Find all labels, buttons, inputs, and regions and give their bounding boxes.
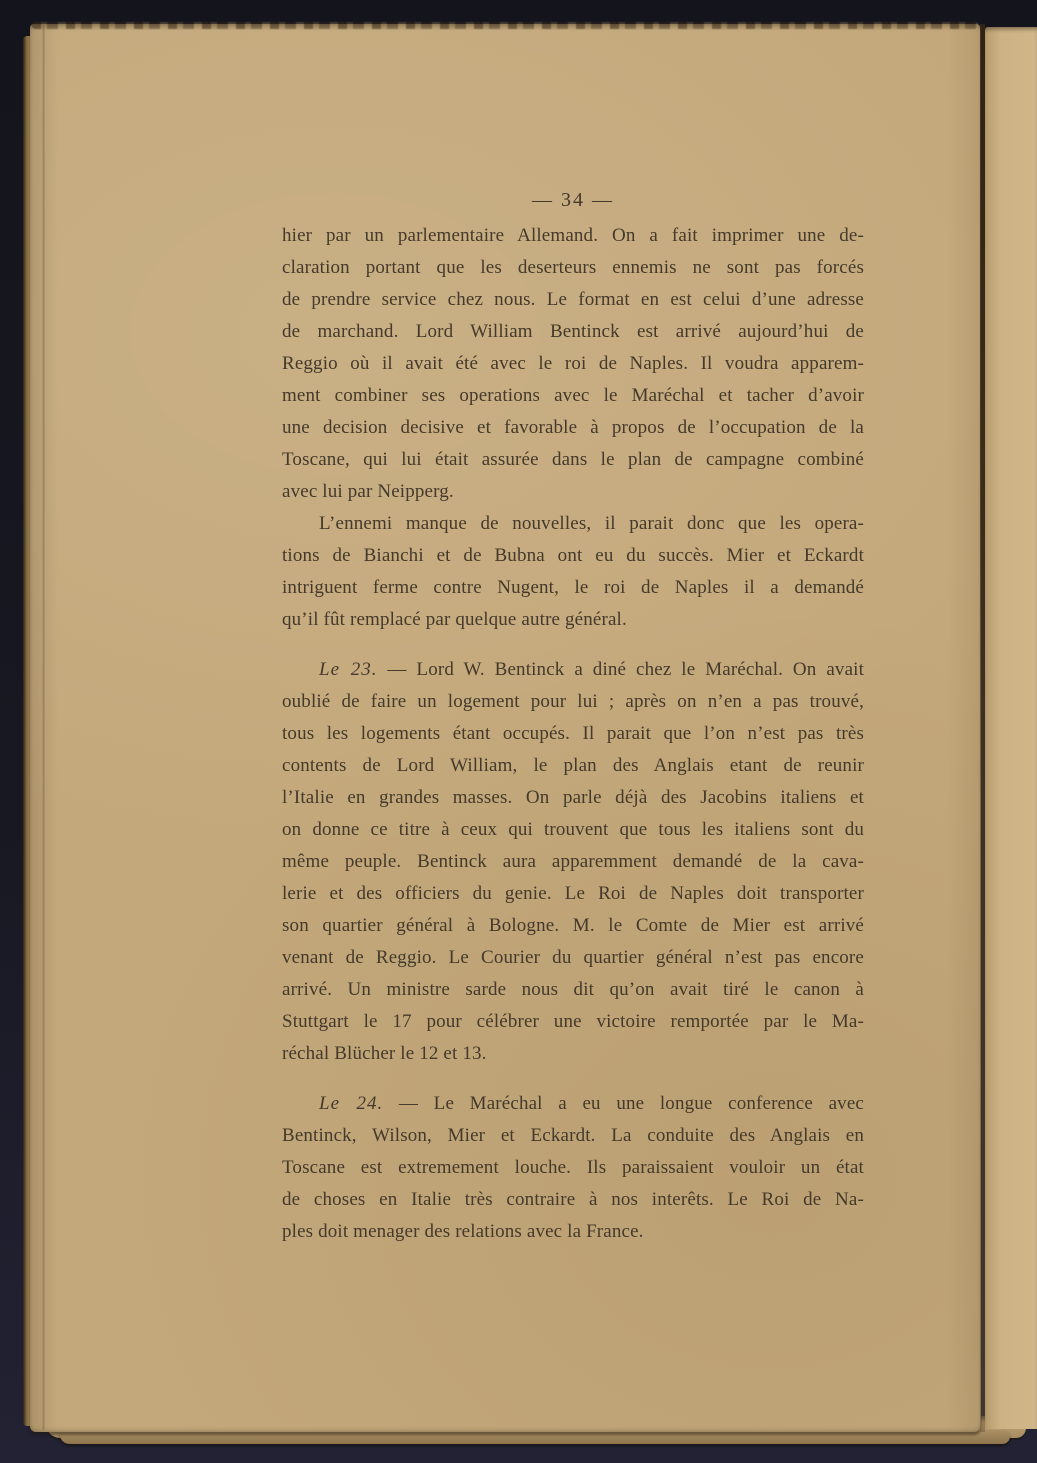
text-line: ples doit menager des relations avec la France.	[282, 1221, 644, 1242]
next-page-edge	[985, 27, 1037, 1429]
text-line: avec lui par Neipperg.	[282, 481, 454, 502]
text-line: Le 24. — Le Maréchal a eu une longue conference avec	[319, 1093, 864, 1114]
book-page	[30, 24, 981, 1432]
text-line: tous les logements étant occupés. Il parait que l’on n’est pas très	[282, 723, 864, 744]
text-line: ment combiner ses operations avec le Maréchal et tacher d’avoir	[282, 385, 864, 406]
text-line: qu’il fût remplacé par quelque autre général.	[282, 609, 627, 630]
page-text	[282, 184, 864, 1248]
text-line: une decision decisive et favorable à propos de l’occupation de la	[282, 417, 864, 438]
date-lead: Le 23.	[319, 659, 378, 680]
text-line: même peuple. Bentinck aura apparemment demandé de la cava-	[282, 851, 864, 872]
text-line: hier par un parlementaire Allemand. On a fait imprimer une de-	[282, 225, 864, 246]
binding-crease	[43, 26, 46, 1430]
text-line: intriguent ferme contre Nugent, le roi de Naples il a demandé	[282, 577, 864, 598]
text-line: de marchand. Lord William Bentinck est arrivé aujourd’hui de	[282, 321, 864, 342]
paragraph	[282, 220, 864, 508]
text-line: tions de Bianchi et de Bubna ont eu du succès. Mier et Eckardt	[282, 545, 864, 566]
text-line: L’ennemi manque de nouvelles, il parait donc que les opera-	[319, 513, 864, 534]
text-line: réchal Blücher le 12 et 13.	[282, 1043, 487, 1064]
text-line: l’Italie en grandes masses. On parle déjà des Jacobins italiens et	[282, 787, 864, 808]
date-lead: Le 24.	[319, 1093, 384, 1114]
text-line: Reggio où il avait été avec le roi de Naples. Il voudra apparem-	[282, 353, 864, 374]
text-line: de prendre service chez nous. Le format en est celui d’une adresse	[282, 289, 864, 310]
text-line: Bentinck, Wilson, Mier et Eckardt. La conduite des Anglais en	[282, 1125, 864, 1146]
page-number: — 34 —	[532, 189, 614, 211]
text-line: de choses en Italie très contraire à nos interêts. Le Roi de Na-	[282, 1189, 864, 1210]
text-line: Toscane, qui lui était assurée dans le plan de campagne combiné	[282, 449, 864, 470]
text-line: lerie et des officiers du genie. Le Roi de Naples doit transporter	[282, 883, 864, 904]
text-line: on donne ce titre à ceux qui trouvent que tous les italiens sont du	[282, 819, 864, 840]
text-line: venant de Reggio. Le Courier du quartier général n’est pas encore	[282, 947, 864, 968]
text-line: Toscane est extremement louche. Ils paraissaient vouloir un état	[282, 1157, 864, 1178]
text-line: contents de Lord William, le plan des Anglais etant de reunir	[282, 755, 864, 776]
text-line: Stuttgart le 17 pour célébrer une victoire remportée par le Ma-	[282, 1011, 864, 1032]
paragraph	[282, 1088, 864, 1248]
paragraph	[282, 654, 864, 1070]
page-stack-bottom-edge-2	[60, 1430, 1010, 1444]
paragraph	[282, 508, 864, 636]
text-line: claration portant que les deserteurs ennemis ne sont pas forcés	[282, 257, 864, 278]
text-line: oublié de faire un logement pour lui ; après on n’en a pas trouvé,	[282, 691, 864, 712]
text-line: Le 23. — Lord W. Bentinck a diné chez le Maréchal. On avait	[319, 659, 865, 680]
text-line: son quartier général à Bologne. M. le Comte de Mier est arrivé	[282, 915, 864, 936]
page-text-paragraphs	[282, 220, 864, 1248]
text-line: arrivé. Un ministre sarde nous dit qu’on avait tiré le canon à	[282, 979, 864, 1000]
rough-top-edge	[32, 22, 979, 29]
